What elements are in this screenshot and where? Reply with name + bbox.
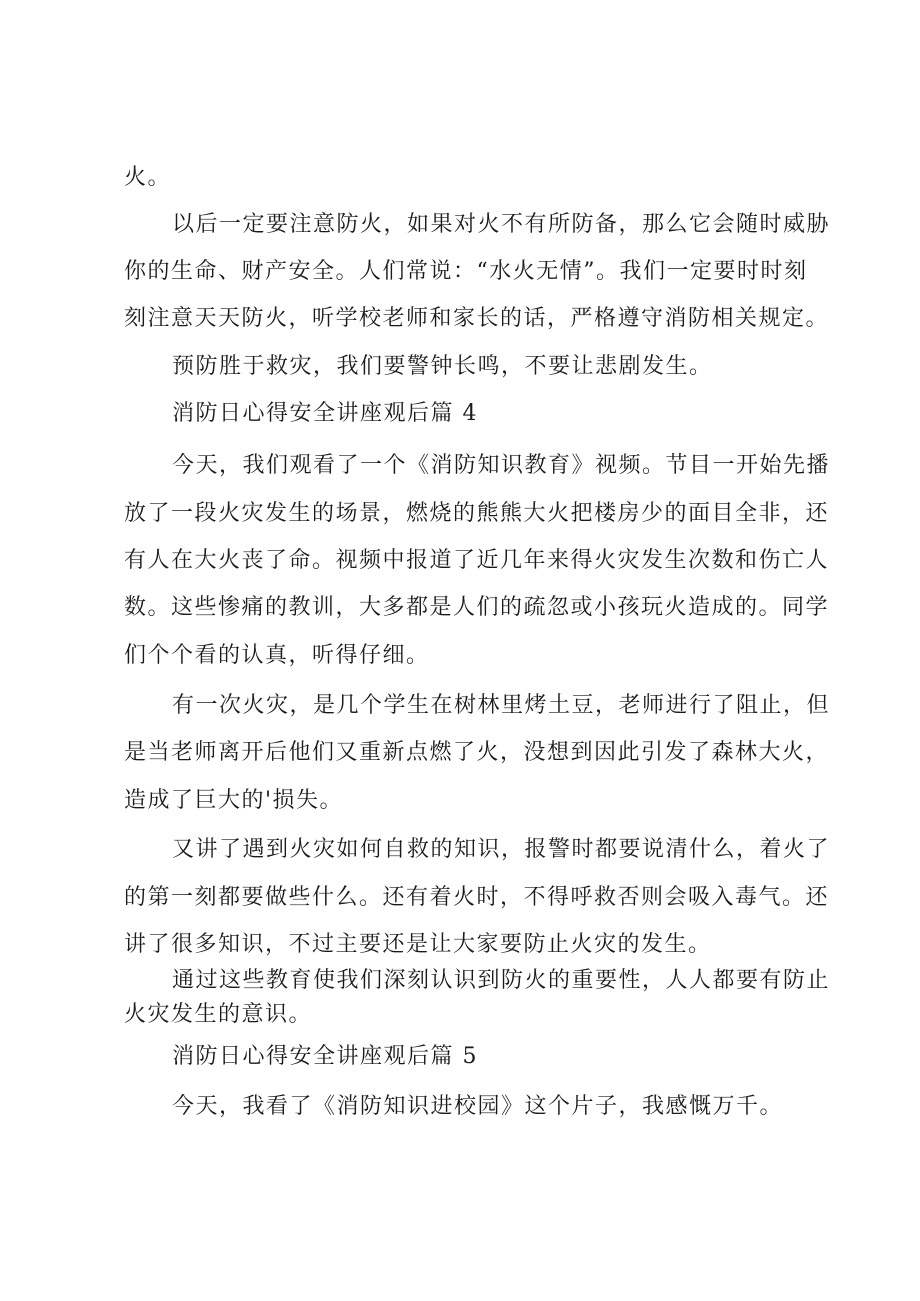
section-heading: 消防日心得安全讲座观后篇 4 (172, 401, 478, 426)
text-line: 刻注意天天防火，听学校老师和家长的话，严格遵守消防相关规定。 (124, 306, 830, 331)
text-line: 们个个看的认真，听得仔细。 (124, 643, 430, 668)
text-line: 的第一刻都要做些什么。还有着火时，不得呼救否则会吸入毒气。还 (124, 885, 830, 910)
text-line: 预防胜于救灾，我们要警钟长鸣，不要让悲剧发生。 (172, 354, 713, 379)
section-heading: 消防日心得安全讲座观后篇 5 (172, 1044, 478, 1069)
text-line: 讲了很多知识，不过主要还是让大家要防止火灾的发生。 (124, 932, 712, 957)
text-line: 你的生命、财产安全。人们常说：“水火无情”。我们一定要时时刻 (124, 259, 808, 284)
text-line: 今天，我们观看了一个《消防知识教育》视频。节目一开始先播 (172, 453, 831, 478)
text-line: 造成了巨大的'损失。 (124, 788, 344, 813)
text-line: 数。这些惨痛的教训，大多都是人们的疏忽或小孩玩火造成的。同学 (124, 595, 830, 620)
text-line: 有一次火灾，是几个学生在树林里烤土豆，老师进行了阻止，但 (172, 693, 831, 718)
text-line: 火灾发生的意识。 (124, 1002, 313, 1027)
text-line: 今天，我看了《消防知识进校园》这个片子，我感慨万千。 (172, 1094, 784, 1119)
text-line: 通过这些教育使我们深刻认识到防火的重要性，人人都要有防止 (172, 968, 831, 993)
text-line: 是当老师离开后他们又重新点燃了火，没想到因此引发了森林大火， (124, 740, 830, 765)
text-line: 有人在大火丧了命。视频中报道了近几年来得火灾发生次数和伤亡人 (124, 548, 830, 573)
text-line: 放了一段火灾发生的场景，燃烧的熊熊大火把楼房少的面目全非，还 (124, 501, 830, 526)
text-line: 火。 (124, 165, 172, 190)
text-line: 以后一定要注意防火，如果对火不有所防备，那么它会随时威胁 (172, 212, 831, 237)
text-line: 又讲了遇到火灾如何自救的知识，报警时都要说清什么，着火了 (172, 837, 831, 862)
